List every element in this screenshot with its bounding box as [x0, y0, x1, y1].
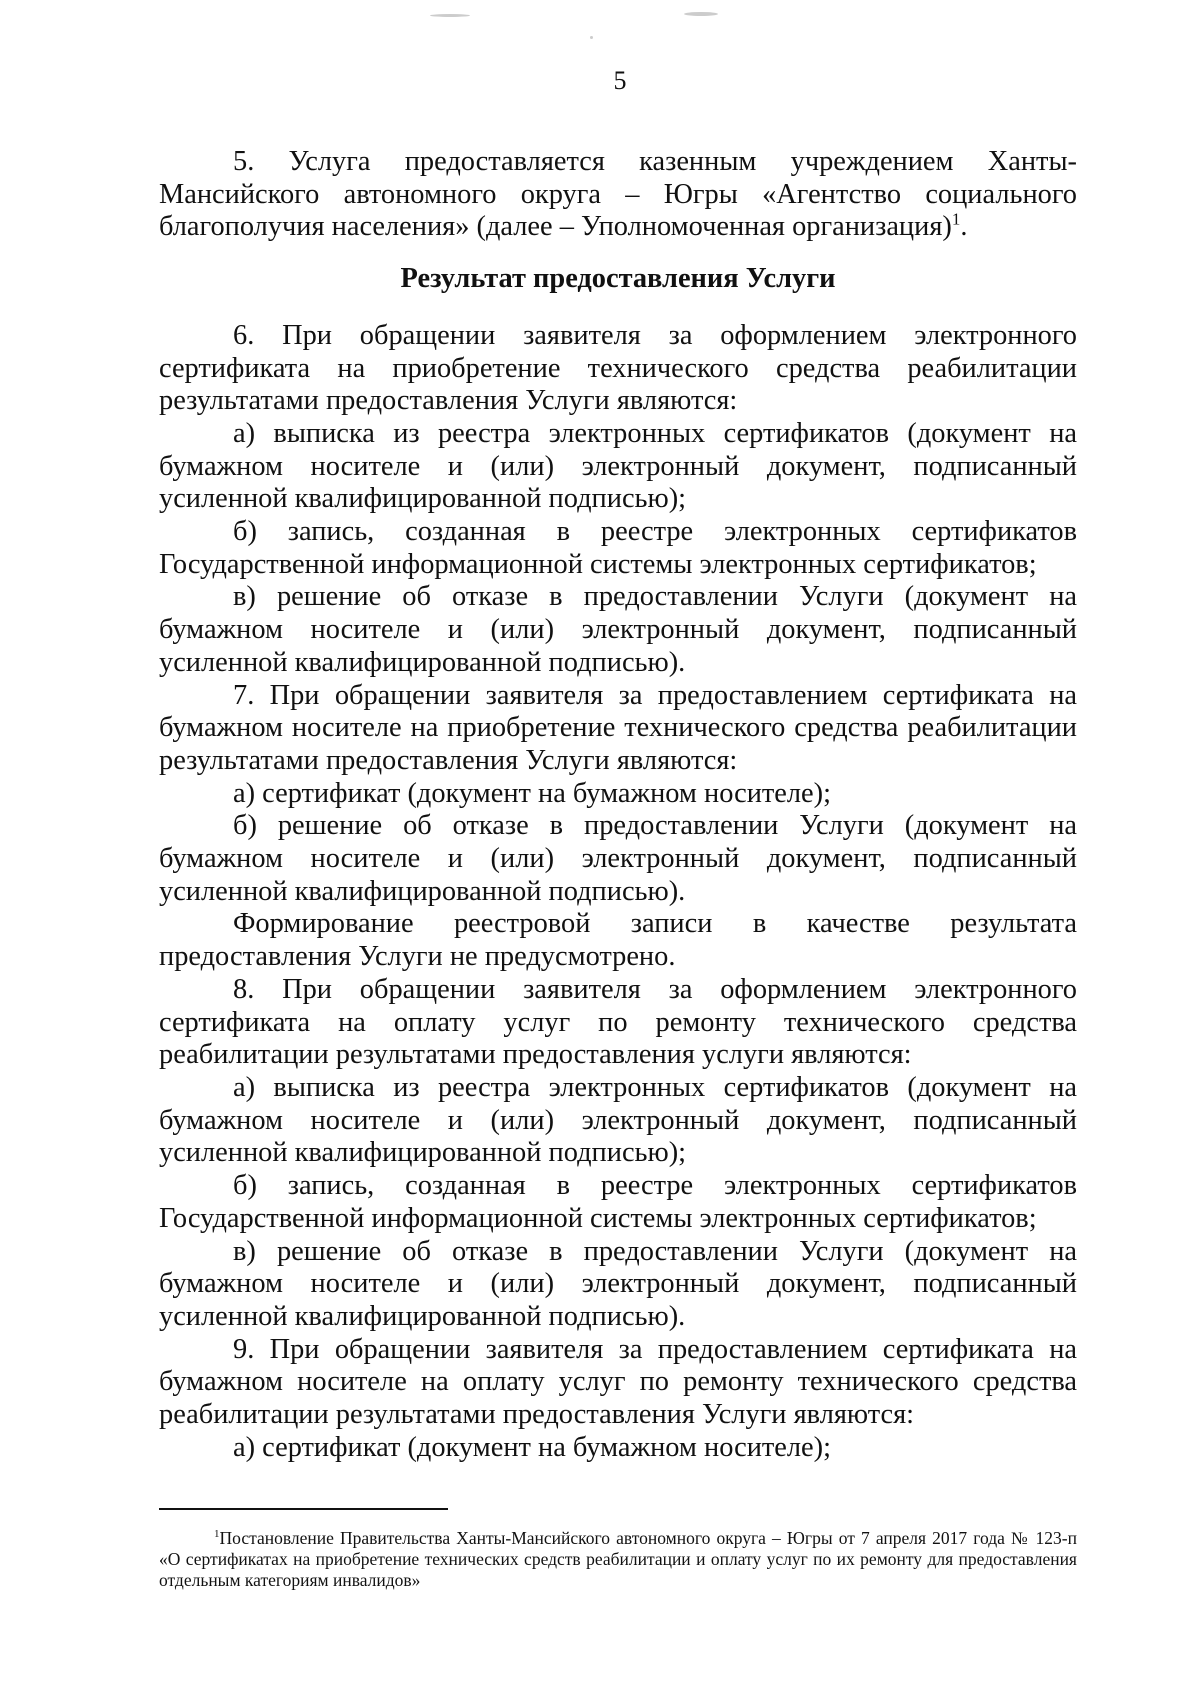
footnote-text: Постановление Правительства Ханты-Мансийского автономного округа – Югры от 7 апреля 2017 года № 123-п «О сертификатах на приобретение технических средств реабилитации и оплату услуг по их ремонту для предоставления отдельным категориям инвалидов» — [159, 1528, 1077, 1590]
footnote — [159, 1528, 1077, 1591]
paragraph-8: 8. При обращении заявителя за оформлением электронного сертификата на оплату услуг по ремонту технического средства реабилитации результатами предоставления услуги являются: — [159, 973, 1077, 1071]
paragraph-7a: а) сертификат (документ на бумажном носителе); — [233, 777, 832, 809]
footnote-marker: 1 — [214, 1528, 220, 1541]
paragraph-7-note: Формирование реестровой записи в качестве результата предоставления Услуги не предусмотрено. — [159, 908, 1077, 973]
paragraph-7: 7. При обращении заявителя за предоставлением сертификата на бумажном носителе на приобретение технического средства реабилитации результатами предоставления Услуги являются: — [159, 679, 1077, 776]
paragraph-8c: в) решение об отказе в предоставлении Услуги (документ на бумажном носителе и (или) электронный документ, подписанный усиленной квалифицированной подписью). — [159, 1235, 1077, 1332]
paragraph-7b: б) решение об отказе в предоставлении Услуги (документ на бумажном носителе и (или) электронный документ, подписанный усиленной квалифицированной подписью). — [159, 810, 1077, 907]
paragraph-6: 6. При обращении заявителя за оформлением электронного сертификата на приобретение технического средства реабилитации результатами предоставления Услуги являются: — [159, 319, 1077, 417]
section-heading: Результат предоставления Услуги — [400, 263, 836, 295]
paragraph-9a: а) сертификат (документ на бумажном носителе); — [233, 1431, 832, 1463]
page-number: 5 — [613, 66, 627, 95]
footnote-ref[interactable]: 1 — [951, 209, 961, 229]
footnote-divider — [159, 1508, 448, 1510]
paragraph-6b: б) запись, созданная в реестре электронных сертификатов Государственной информационной системы электронных сертификатов; — [159, 516, 1077, 580]
paragraph-6c: в) решение об отказе в предоставлении Услуги (документ на бумажном носителе и (или) электронный документ, подписанный усиленной квалифицированной подписью). — [159, 581, 1077, 678]
paragraph-5: 5. Услуга предоставляется казенным учреждением Ханты-Мансийского автономного округа – Югры «Агентство социального благополучия населения» (далее – Уполномоченная организация)$^1$. — [159, 146, 1077, 243]
paragraph-9: 9. При обращении заявителя за предоставлением сертификата на бумажном носителе на оплату услуг по ремонту технического средства реабилитации результатами предоставления Услуги являются: — [159, 1333, 1077, 1431]
paragraph-8a: а) выписка из реестра электронных сертификатов (документ на бумажном носителе и (или) электронный документ, подписанный усиленной квалифицированной подписью); — [159, 1071, 1077, 1169]
paragraph-8b: б) запись, созданная в реестре электронных сертификатов Государственной информационной системы электронных сертификатов; — [159, 1170, 1077, 1234]
paragraph-6a: а) выписка из реестра электронных сертификатов (документ на бумажном носителе и (или) электронный документ, подписанный усиленной квалифицированной подписью); — [159, 417, 1077, 515]
document-body — [159, 146, 1077, 1464]
